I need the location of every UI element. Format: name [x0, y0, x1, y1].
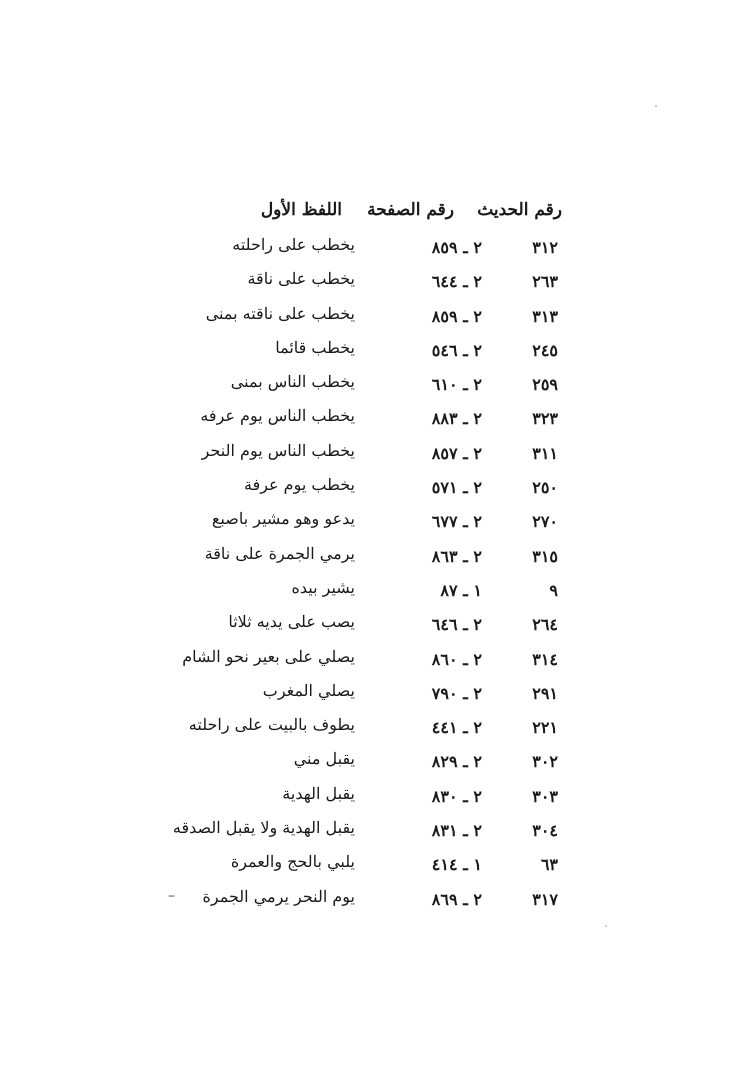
first-word-cell: يقبل الهدية	[282, 783, 355, 803]
table-row	[0, 712, 740, 746]
first-word-cell: يطوف بالبيت على راحلته	[188, 715, 355, 735]
page-number-cell: ٢ ـ ٨٥٧	[431, 443, 482, 463]
page-number-cell: ٢ ـ ٨٦٣	[431, 546, 482, 566]
hadith-number-cell: ٣١١	[532, 443, 558, 463]
header-first-word: اللفظ الأول	[260, 200, 342, 220]
hadith-number-cell: ٢٢١	[532, 718, 558, 738]
first-word-cell: يخطب الناس يوم عرفه	[200, 406, 355, 426]
first-word-cell: يخطب قائما	[275, 337, 355, 357]
first-word-cell: يخطب الناس بمنى	[230, 372, 355, 392]
table-row	[0, 232, 740, 266]
page-number-cell: ٢ ـ ٦٧٧	[431, 512, 482, 532]
page-number-cell: ٢ ـ ٨٢٩	[431, 752, 482, 772]
hadith-number-cell: ٢٥٩	[532, 375, 558, 395]
table-row	[0, 472, 740, 506]
page-number-cell: ٢ ـ ٨٦٠	[431, 649, 482, 669]
header-page-number: رقم الصفحة	[367, 200, 454, 220]
table-row	[0, 849, 740, 883]
page-number-cell: ٢ ـ ٦٤٦	[431, 615, 482, 635]
scan-speck	[605, 925, 607, 927]
page-number-cell: ٢ ـ ٤٤١	[431, 718, 482, 738]
page-number-cell: ١ ـ ٤١٤	[431, 855, 482, 875]
page-number-cell: ٢ ـ ٨٣٠	[431, 786, 482, 806]
table-row	[0, 781, 740, 815]
first-word-cell: يوم النحر يرمي الجمرة	[202, 886, 355, 906]
first-word-cell: يصلي على بعير نحو الشام	[182, 646, 355, 666]
page-number-cell: ٢ ـ ٨٣١	[431, 821, 482, 841]
hadith-number-cell: ٩	[549, 580, 558, 600]
table-row	[0, 438, 740, 472]
first-word-cell: يلبي بالحج والعمرة	[230, 852, 355, 872]
table-row	[0, 609, 740, 643]
first-word-cell: يخطب على ناقته بمنى	[205, 303, 355, 323]
hadith-number-cell: ٢٥٠	[532, 478, 558, 498]
table-row	[0, 884, 740, 918]
first-word-cell: يخطب على ناقة	[247, 269, 355, 289]
page-number-cell: ٢ ـ ٥٤٦	[431, 340, 482, 360]
table-row	[0, 403, 740, 437]
first-word-cell: يصلي المغرب	[262, 680, 355, 700]
hadith-number-cell: ٣١٥	[532, 546, 558, 566]
first-word-cell: يرمي الجمرة على ناقة	[204, 543, 355, 563]
hadith-number-cell: ٣١٢	[532, 238, 558, 257]
table-row	[0, 644, 740, 678]
first-word-cell: يقبل مني	[293, 749, 355, 769]
page-number-cell: ٢ ـ ٥٧١	[431, 478, 482, 498]
hadith-number-cell: ٣٠٣	[532, 786, 558, 806]
first-word-cell: يشير بيده	[291, 577, 355, 597]
table-row	[0, 541, 740, 575]
table-row	[0, 266, 740, 300]
hadith-number-cell: ٣٢٣	[532, 409, 558, 429]
scan-speck	[655, 105, 657, 107]
margin-dash: –	[168, 887, 175, 904]
first-word-cell: يخطب على راحلته	[232, 235, 355, 254]
header-hadith-number: رقم الحديث	[477, 200, 562, 220]
first-word-cell: يدعو وهو مشير باصبع	[211, 509, 355, 529]
index-table	[0, 232, 740, 918]
page-number-cell: ٢ ـ ٦١٠	[431, 375, 482, 395]
hadith-number-cell: ٣١٧	[532, 889, 558, 909]
hadith-number-cell: ٣٠٤	[532, 821, 558, 841]
table-header	[0, 200, 740, 230]
table-row	[0, 746, 740, 780]
hadith-number-cell: ٣١٤	[532, 649, 558, 669]
hadith-number-cell: ٢٤٥	[532, 340, 558, 360]
page-number-cell: ٢ ـ ٦٤٤	[431, 272, 482, 292]
hadith-number-cell: ٢٦٣	[532, 272, 558, 292]
first-word-cell: يخطب يوم عرفة	[243, 475, 355, 495]
table-row	[0, 369, 740, 403]
first-word-cell: يقبل الهدية ولا يقبل الصدقه	[172, 818, 355, 838]
table-row	[0, 678, 740, 712]
page-number-cell: ١ ـ ٨٧	[440, 580, 482, 600]
hadith-number-cell: ٢٦٤	[532, 615, 558, 635]
table-row	[0, 815, 740, 849]
page-number-cell: ٢ ـ ٨٥٩	[431, 238, 482, 257]
hadith-number-cell: ٦٣	[540, 855, 558, 875]
hadith-number-cell: ٣١٣	[532, 306, 558, 326]
hadith-number-cell: ٢٩١	[532, 683, 558, 703]
table-row	[0, 506, 740, 540]
hadith-number-cell: ٣٠٢	[532, 752, 558, 772]
table-row	[0, 335, 740, 369]
page-number-cell: ٢ ـ ٨٦٩	[431, 889, 482, 909]
first-word-cell: يصب على يديه ثلاثا	[228, 612, 355, 632]
table-row	[0, 575, 740, 609]
table-row	[0, 301, 740, 335]
page-number-cell: ٢ ـ ٨٨٣	[431, 409, 482, 429]
hadith-number-cell: ٢٧٠	[532, 512, 558, 532]
page-number-cell: ٢ ـ ٨٥٩	[431, 306, 482, 326]
first-word-cell: يخطب الناس يوم النحر	[201, 440, 355, 460]
page-number-cell: ٢ ـ ٧٩٠	[431, 683, 482, 703]
